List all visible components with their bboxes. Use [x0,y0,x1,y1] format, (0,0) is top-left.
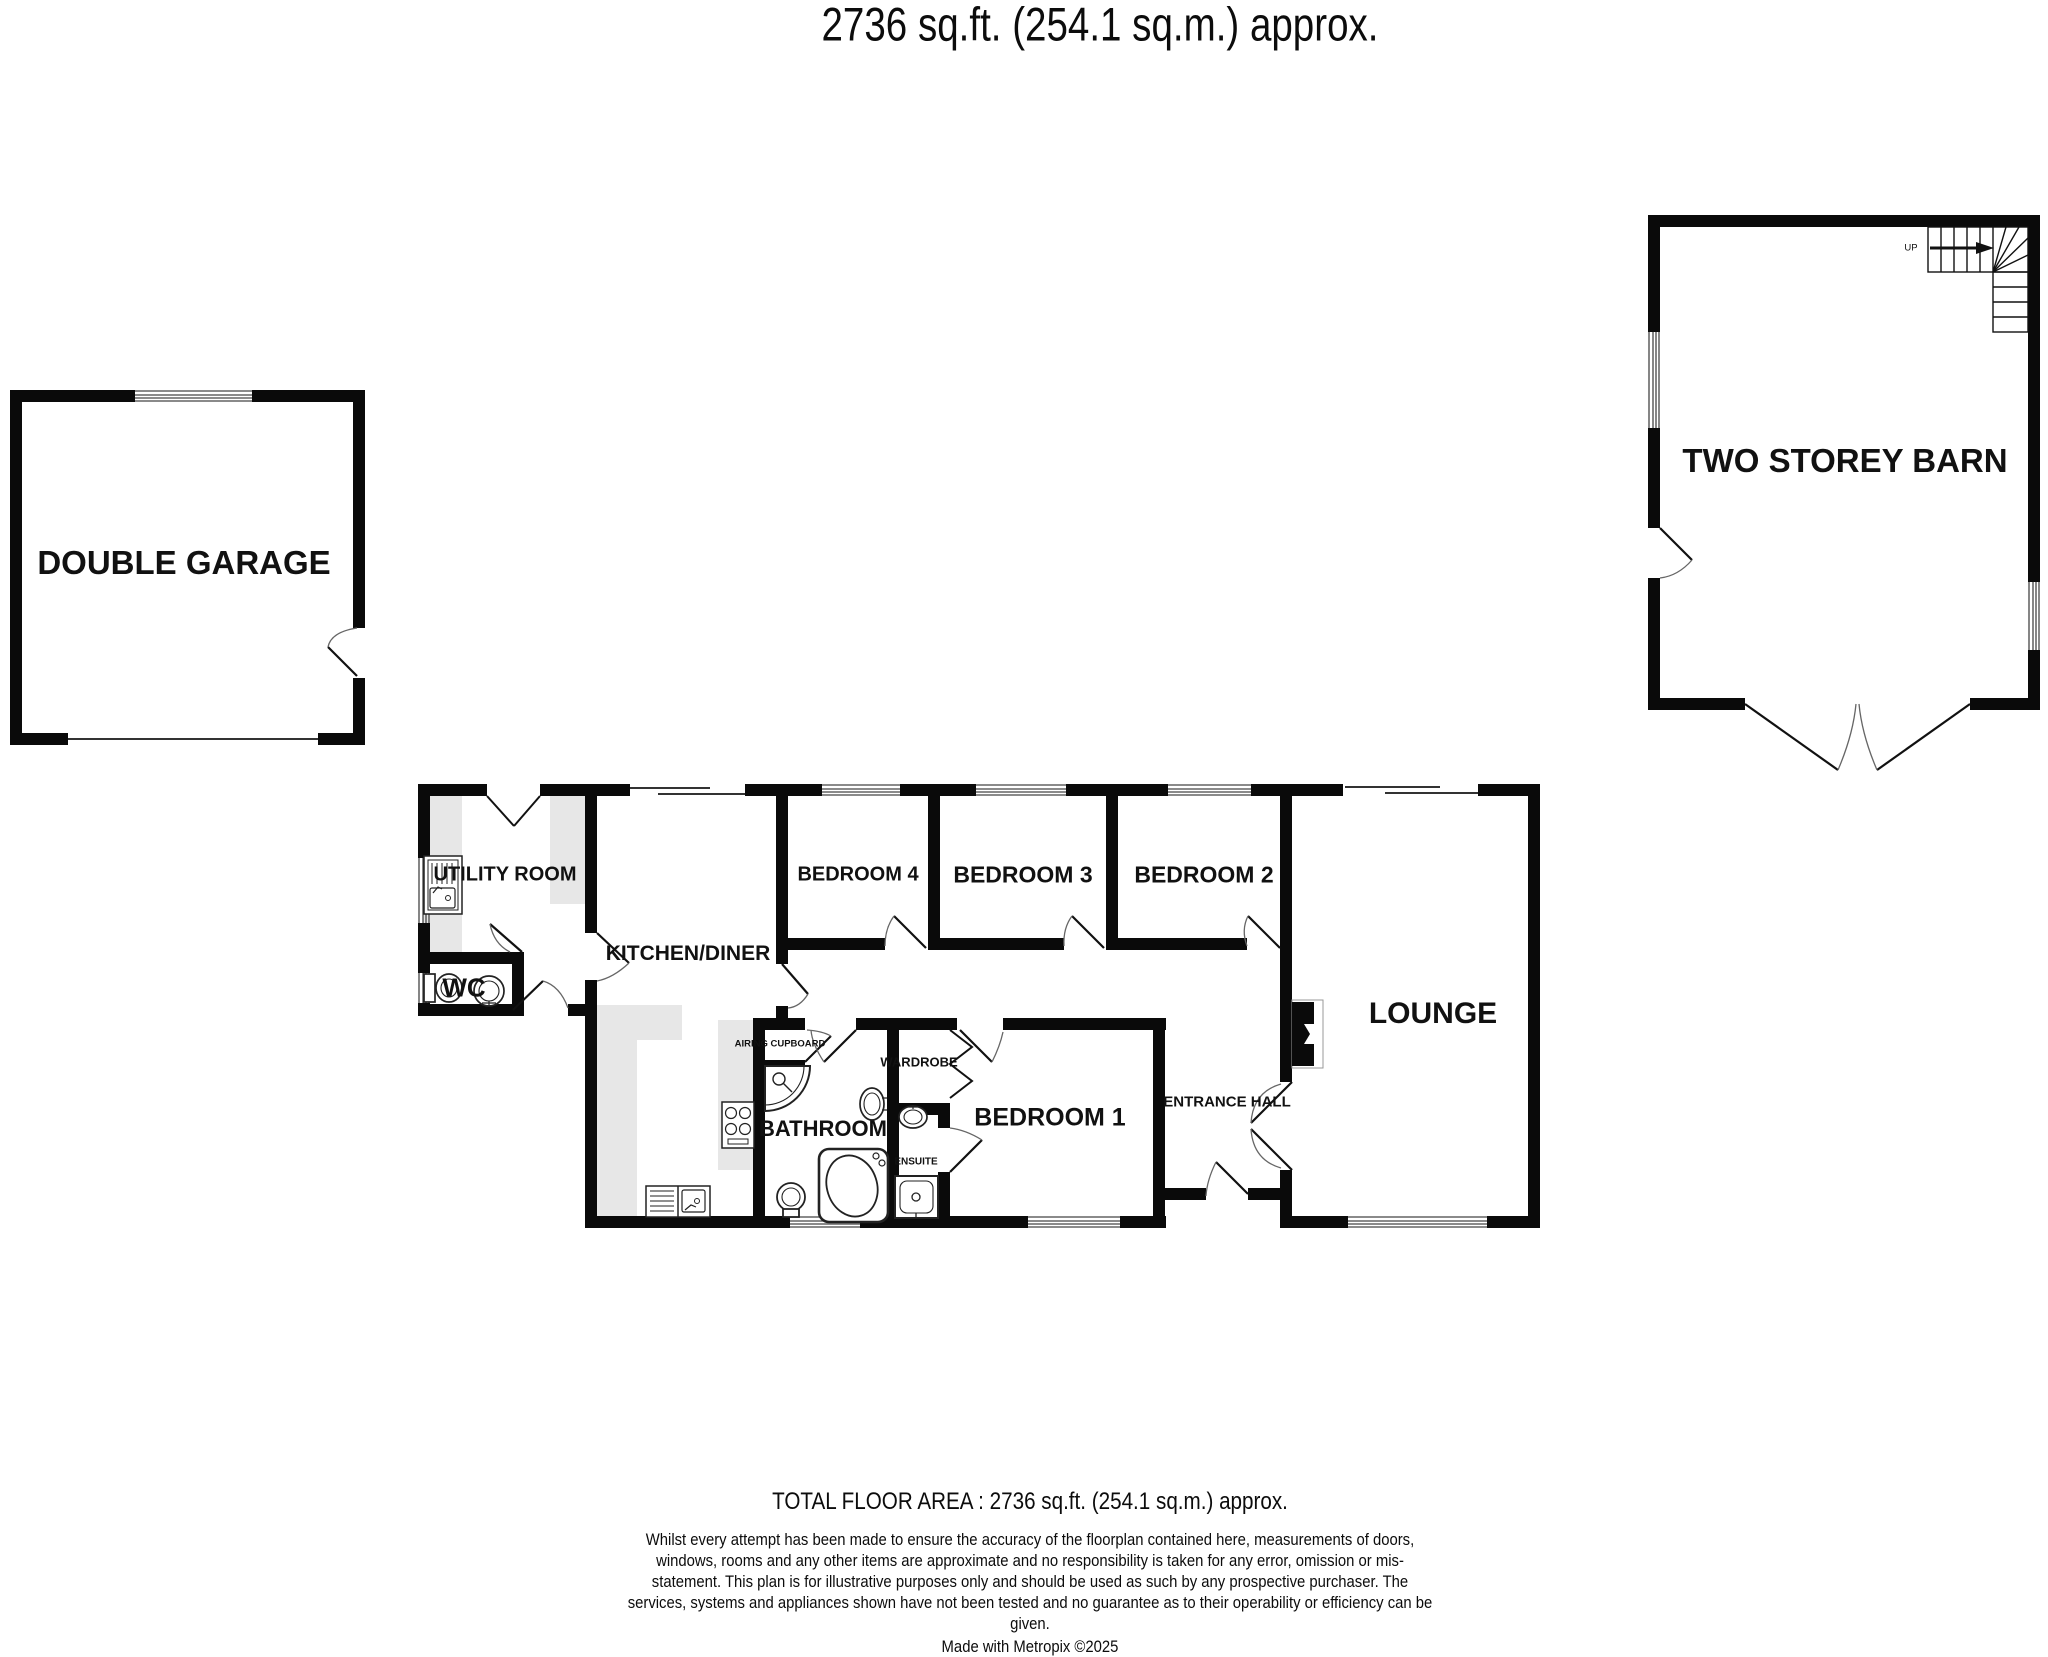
footer [580,1488,1480,1657]
fixtures [424,856,1323,1223]
room-label-bathroom: BATHROOM [759,1116,887,1141]
hob-icon [722,1102,754,1148]
front-door-swing-icon [1206,1162,1248,1196]
room-label-entrance-hall: ENTRANCE HALL [1163,1093,1291,1111]
door-swing-icon [1244,916,1280,948]
room-label-ensuite: ENSUITE [894,1156,938,1168]
disclaimer-text: Whilst every attempt has been made to ensure the accuracy of the floorplan contained here, measurements of doors, windows, rooms and any other items are approximate and no responsibility is taken for any error, omission or mis-statement. This plan is for illustrative purposes only and should be used as such by any prospective purchaser. The services, systems and appliances shown have not been tested and no guarantee as to their operability or efficiency can be given. [627,1531,1433,1633]
room-label-bedroom-3: BEDROOM 3 [953,861,1093,888]
room-label-wardrobe: WARDROBE [880,1054,958,1070]
kitchen-sink-icon [646,1186,710,1217]
shower-tray-icon [895,1176,938,1219]
door-swing-icon [487,796,540,826]
corner-shower-icon [765,1066,810,1111]
barn-structure [1648,215,2040,770]
barn-double-doors [1745,704,1970,770]
room-label-kitchen-diner: KITCHEN/DINER [605,942,771,965]
page-title: 2736 sq.ft. (254.1 sq.m.) approx. [821,0,1379,51]
door-swing-icon [885,916,926,948]
door-swing-icon [490,924,522,952]
door-swing-icon [1660,528,1692,578]
door-swing-icon [960,1030,1003,1062]
room-label-lounge: LOUNGE [1368,997,1498,1030]
toilet-icon [777,1183,805,1217]
window-icon [1649,332,2039,650]
door-swing-icon [1064,916,1104,948]
wash-basin-icon [899,1105,927,1128]
bath-icon [819,1149,888,1223]
window-icon [135,391,252,401]
fireplace-icon [1292,1000,1323,1068]
metropix-credit: Made with Metropix ©2025 [941,1637,1119,1656]
stairs-up-label: UP [1904,242,1918,254]
room-label-bedroom-2: BEDROOM 2 [1134,861,1274,888]
room-label-double-garage: DOUBLE GARAGE [37,544,331,581]
total-floor-area: TOTAL FLOOR AREA : 2736 sq.ft. (254.1 sq.m.) approx. [772,1488,1288,1515]
door-swing-icon [782,964,808,1008]
room-label-bedroom-4: BEDROOM 4 [797,863,919,886]
door-swing-icon [950,1128,982,1172]
door-swing-icon [328,628,357,676]
room-label-two-storey-barn: TWO STOREY BARN [1682,442,2008,479]
room-label-utility-room: UTILITY ROOM [433,863,577,886]
room-label-bedroom-1: BEDROOM 1 [974,1103,1126,1132]
room-label-airing-cupboard: AIRING CUPBOARD [734,1038,826,1050]
up-arrow-icon [1930,242,1994,254]
room-label-wc: WC [442,972,486,1003]
